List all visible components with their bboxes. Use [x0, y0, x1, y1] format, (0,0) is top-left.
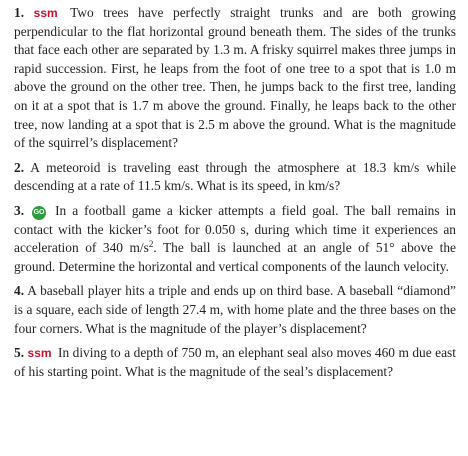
problem-4: [14, 282, 456, 338]
problem-1: [14, 4, 456, 153]
go-icon: GO: [32, 206, 46, 220]
ssm-badge: ssm: [27, 346, 52, 361]
superscript: 2: [148, 239, 154, 250]
problem-5: [14, 344, 456, 381]
problem-number: 4.: [14, 283, 25, 299]
problem-number: 5.: [14, 345, 25, 361]
problem-list: [14, 4, 456, 387]
problem-text: In a football game a kicker attempts a field goal. The ball remains in contact with the kicker’s foot for 0.050 s, during which time it experiences an acceleration of 340 m/s: [14, 202, 456, 256]
problem-number: 2.: [14, 159, 25, 175]
problem-2: [14, 159, 456, 196]
ssm-badge: ssm: [33, 6, 58, 20]
problem-text: In diving to a depth of 750 m, an elephant seal also moves 460 m due east of his starting point. What is the magnitude of the seal’s displacement?: [14, 345, 456, 379]
problem-3: [14, 202, 456, 276]
problem-text: Two trees have perfectly straight trunks and are both growing perpendicular to the flat horizontal ground beneath them. The sides of the trunks that face each other are separated by 1.3 m. A frisky squirrel makes three jumps in rapid succession. First, he leaps from the foot of one tree to a spot that is 1.0 m above the ground on the other tree. Then, he jumps back to the first tree, landing on it at a spot that is 1.7 m above the ground. Finally, he leaps back to the other tree, now landing at a spot that is 2.5 m above the ground. What is the magnitude of the squirrel’s displacement?: [14, 5, 456, 151]
problem-text: A meteoroid is traveling east through the atmosphere at 18.3 km/s while descending at a rate of 11.5 km/s. What is its speed, in km/s?: [14, 159, 457, 194]
problem-text-cont: . The ball is launched at an angle of 51° above the ground. Determine the horizontal and vertical components of the launch velocity.: [14, 240, 456, 274]
problem-number: 3.: [14, 202, 25, 218]
problem-text: A baseball player hits a triple and ends up on third base. A baseball “diamond” is a square, each side of length 27.4 m, with home plate and the three bases on the four corners. What is the magnitude of the player’s displacement?: [14, 283, 456, 336]
problem-number: 1.: [14, 5, 25, 20]
